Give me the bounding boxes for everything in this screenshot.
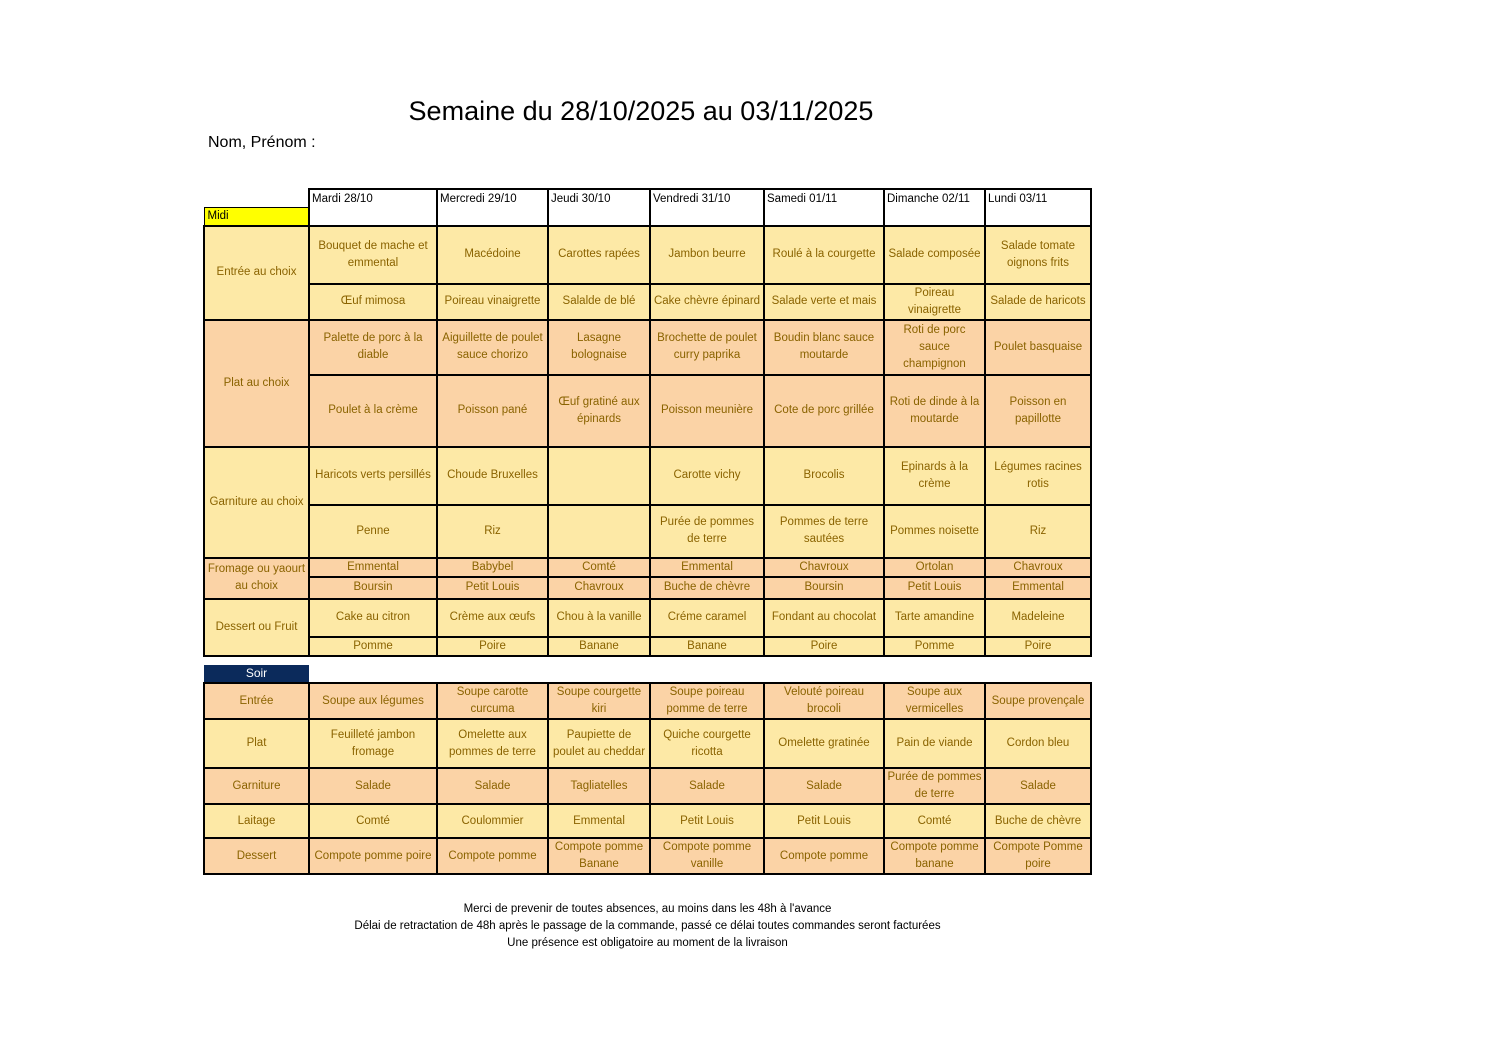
soir-row-dessert <box>204 838 1091 874</box>
menu-cell: Cake chèvre épinard <box>650 284 764 320</box>
garniture-row-1 <box>204 447 1091 505</box>
row-label-soir-entree: Entrée <box>204 683 309 719</box>
menu-cell: Salade de haricots <box>985 284 1091 320</box>
menu-cell: Carottes rapées <box>548 226 650 284</box>
menu-cell: Cote de porc grillée <box>764 375 884 447</box>
menu-cell: Aiguillette de poulet sauce chorizo <box>437 320 548 375</box>
menu-cell: Pain de viande <box>884 719 985 768</box>
menu-cell: Roulé à la courgette <box>764 226 884 284</box>
garniture-row-2 <box>204 505 1091 558</box>
menu-cell: Salade verte et mais <box>764 284 884 320</box>
menu-cell: Roti de dinde à la moutarde <box>884 375 985 447</box>
menu-cell: Soupe provençale <box>985 683 1091 719</box>
menu-cell: Velouté poireau brocoli <box>764 683 884 719</box>
menu-cell: Œuf mimosa <box>309 284 437 320</box>
menu-cell: Soupe aux légumes <box>309 683 437 719</box>
fromage-row-1 <box>204 558 1091 577</box>
menu-cell: Poisson en papillotte <box>985 375 1091 447</box>
menu-cell: Poire <box>764 637 884 656</box>
menu-cell: Poireau vinaigrette <box>437 284 548 320</box>
menu-cell: Choude Bruxelles <box>437 447 548 505</box>
name-label: Nom, Prénom : <box>208 134 316 151</box>
menu-cell: Chavroux <box>548 577 650 599</box>
menu-cell: Compote pomme <box>764 838 884 874</box>
menu-cell: Pomme <box>884 637 985 656</box>
menu-cell: Salade <box>650 768 764 804</box>
menu-cell: Comté <box>309 804 437 838</box>
row-label-soir-plat: Plat <box>204 719 309 768</box>
menu-cell: Poisson meunière <box>650 375 764 447</box>
day-header: Samedi 01/11 <box>764 189 884 226</box>
soir-menu-table <box>203 682 1092 875</box>
footer-note-3: Une présence est obligatoire au moment de la livraison <box>507 937 788 949</box>
menu-cell: Omelette gratinée <box>764 719 884 768</box>
menu-cell: Créme caramel <box>650 599 764 637</box>
menu-cell: Crème aux œufs <box>437 599 548 637</box>
menu-cell: Ortolan <box>884 558 985 577</box>
menu-cell <box>548 505 650 558</box>
menu-cell: Boursin <box>309 577 437 599</box>
day-header: Dimanche 02/11 <box>884 189 985 226</box>
fromage-row-2 <box>204 577 1091 599</box>
menu-cell: Emmental <box>650 558 764 577</box>
entree-row-1 <box>204 226 1091 284</box>
menu-cell: Chou à la vanille <box>548 599 650 637</box>
soir-row-plat <box>204 719 1091 768</box>
dessert-row-2 <box>204 637 1091 656</box>
menu-cell: Salalde de blé <box>548 284 650 320</box>
menu-cell: Petit Louis <box>764 804 884 838</box>
row-label-entree: Entrée au choix <box>204 226 309 320</box>
row-label-garniture: Garniture au choix <box>204 447 309 558</box>
menu-cell: Œuf gratiné aux épinards <box>548 375 650 447</box>
menu-cell: Compote pomme vanille <box>650 838 764 874</box>
menu-cell: Soupe courgette kiri <box>548 683 650 719</box>
menu-cell: Bouquet de mache et emmental <box>309 226 437 284</box>
row-label-soir-laitage: Laitage <box>204 804 309 838</box>
row-label-soir-garniture: Garniture <box>204 768 309 804</box>
menu-cell: Epinards à la crème <box>884 447 985 505</box>
plat-row-2 <box>204 375 1091 447</box>
footer-note-2: Délai de retractation de 48h après le passage de la commande, passé ce délai toutes commandes seront facturées <box>354 920 941 932</box>
menu-cell: Penne <box>309 505 437 558</box>
menu-cell: Madeleine <box>985 599 1091 637</box>
row-label-fromage: Fromage ou yaourt au choix <box>204 558 309 599</box>
menu-cell: Salade <box>437 768 548 804</box>
menu-cell: Légumes racines rotis <box>985 447 1091 505</box>
menu-cell: Poireau vinaigrette <box>884 284 985 320</box>
menu-cell: Petit Louis <box>650 804 764 838</box>
menu-cell: Buche de chèvre <box>650 577 764 599</box>
menu-cell: Compote pomme banane <box>884 838 985 874</box>
menu-cell: Soupe aux vermicelles <box>884 683 985 719</box>
menu-cell: Roti de porc sauce champignon <box>884 320 985 375</box>
menu-cell: Banane <box>548 637 650 656</box>
header-corner <box>204 189 309 207</box>
menu-cell: Cordon bleu <box>985 719 1091 768</box>
menu-cell: Coulommier <box>437 804 548 838</box>
menu-cell: Emmental <box>548 804 650 838</box>
day-header: Lundi 03/11 <box>985 189 1091 226</box>
menu-cell: Carotte vichy <box>650 447 764 505</box>
menu-cell: Riz <box>985 505 1091 558</box>
menu-cell: Brocolis <box>764 447 884 505</box>
menu-cell: Palette de porc à la diable <box>309 320 437 375</box>
menu-cell: Poulet à la crème <box>309 375 437 447</box>
row-label-soir-dessert: Dessert <box>204 838 309 874</box>
menu-cell: Chavroux <box>985 558 1091 577</box>
menu-cell: Petit Louis <box>884 577 985 599</box>
menu-cell: Feuilleté jambon fromage <box>309 719 437 768</box>
page-title: Semaine du 28/10/2025 au 03/11/2025 <box>408 96 874 126</box>
menu-cell: Chavroux <box>764 558 884 577</box>
menu-cell: Salade <box>985 768 1091 804</box>
entree-row-2 <box>204 284 1091 320</box>
day-header-row <box>204 189 1091 207</box>
day-header: Mercredi 29/10 <box>437 189 548 226</box>
menu-cell: Emmental <box>985 577 1091 599</box>
menu-cell: Fondant au chocolat <box>764 599 884 637</box>
menu-cell: Pomme <box>309 637 437 656</box>
row-label-plat: Plat au choix <box>204 320 309 447</box>
menu-cell: Salade tomate oignons frits <box>985 226 1091 284</box>
menu-cell: Haricots verts persillés <box>309 447 437 505</box>
plat-row-1 <box>204 320 1091 375</box>
menu-cell: Purée de pommes de terre <box>884 768 985 804</box>
menu-cell: Riz <box>437 505 548 558</box>
menu-cell: Poire <box>437 637 548 656</box>
soir-section-label: Soir <box>204 665 309 682</box>
menu-cell: Compote pomme <box>437 838 548 874</box>
menu-cell: Lasagne bolognaise <box>548 320 650 375</box>
menu-cell <box>548 447 650 505</box>
menu-cell: Compote pomme poire <box>309 838 437 874</box>
menu-cell: Petit Louis <box>437 577 548 599</box>
day-header: Mardi 28/10 <box>309 189 437 226</box>
menu-cell: Comté <box>884 804 985 838</box>
menu-cell: Omelette aux pommes de terre <box>437 719 548 768</box>
menu-cell: Boudin blanc sauce moutarde <box>764 320 884 375</box>
menu-cell: Jambon beurre <box>650 226 764 284</box>
menu-cell: Soupe carotte curcuma <box>437 683 548 719</box>
midi-menu-table <box>203 188 1092 657</box>
menu-cell: Pommes noisette <box>884 505 985 558</box>
menu-cell: Banane <box>650 637 764 656</box>
menu-cell: Poire <box>985 637 1091 656</box>
menu-cell: Emmental <box>309 558 437 577</box>
menu-cell: Purée de pommes de terre <box>650 505 764 558</box>
menu-cell: Salade composée <box>884 226 985 284</box>
menu-cell: Soupe poireau pomme de terre <box>650 683 764 719</box>
soir-row-entree <box>204 683 1091 719</box>
menu-cell: Poisson pané <box>437 375 548 447</box>
menu-cell: Compote pomme Banane <box>548 838 650 874</box>
menu-cell: Comté <box>548 558 650 577</box>
menu-cell: Macédoine <box>437 226 548 284</box>
menu-cell: Tarte amandine <box>884 599 985 637</box>
menu-cell: Brochette de poulet curry paprika <box>650 320 764 375</box>
menu-cell: Quiche courgette ricotta <box>650 719 764 768</box>
day-header: Jeudi 30/10 <box>548 189 650 226</box>
day-header: Vendredi 31/10 <box>650 189 764 226</box>
row-label-dessert: Dessert ou Fruit <box>204 599 309 656</box>
footer-note-1: Merci de prevenir de toutes absences, au moins dans les 48h à l'avance <box>463 903 832 915</box>
midi-section-label: Midi <box>204 207 309 226</box>
menu-cell: Babybel <box>437 558 548 577</box>
menu-cell: Poulet basquaise <box>985 320 1091 375</box>
soir-row-garniture <box>204 768 1091 804</box>
dessert-row-1 <box>204 599 1091 637</box>
menu-cell: Buche de chèvre <box>985 804 1091 838</box>
menu-cell: Paupiette de poulet au cheddar <box>548 719 650 768</box>
menu-cell: Compote Pomme poire <box>985 838 1091 874</box>
menu-cell: Salade <box>764 768 884 804</box>
soir-row-laitage <box>204 804 1091 838</box>
menu-cell: Boursin <box>764 577 884 599</box>
menu-cell: Salade <box>309 768 437 804</box>
menu-cell: Cake au citron <box>309 599 437 637</box>
menu-cell: Tagliatelles <box>548 768 650 804</box>
menu-cell: Pommes de terre sautées <box>764 505 884 558</box>
